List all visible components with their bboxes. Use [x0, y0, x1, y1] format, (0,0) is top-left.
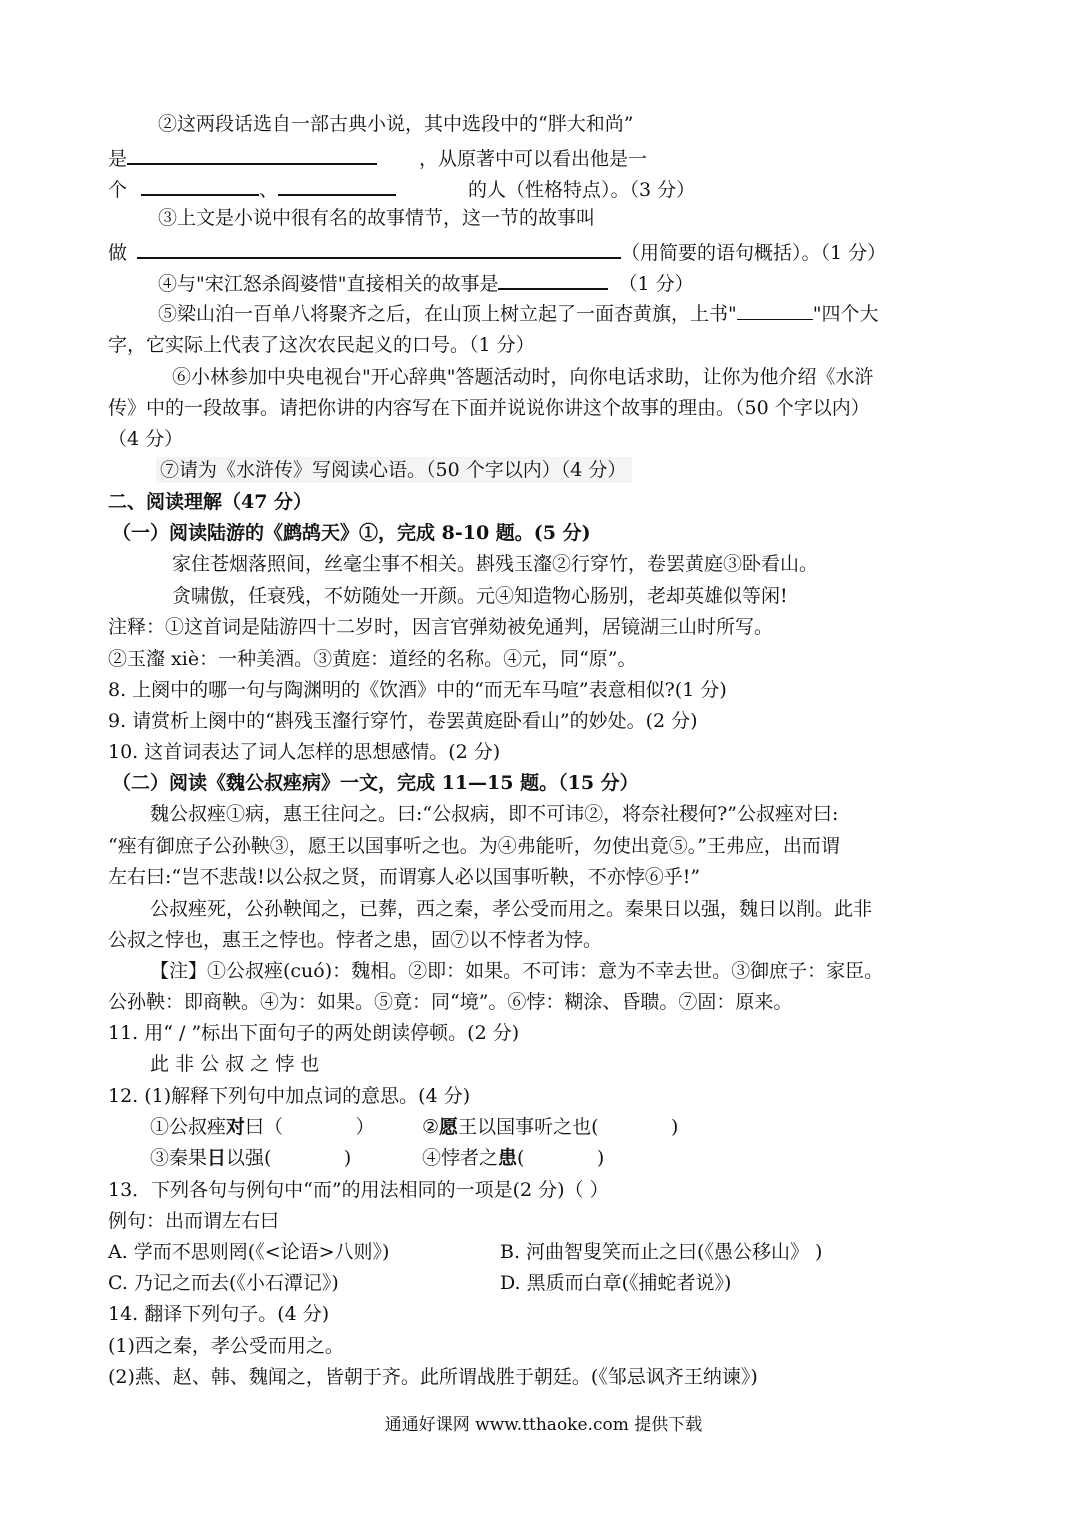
q12-item-4-dot-word: 患	[498, 1147, 518, 1169]
q3-line2	[108, 239, 886, 265]
q2-line3-mid: 、	[259, 179, 279, 201]
q14-sentence-2: (2)燕、赵、韩、魏闻之，皆朝于齐。此所谓战胜于朝廷。(《邹忌讽齐王纳谏》)	[108, 1366, 758, 1388]
q12-item-4	[422, 1147, 604, 1169]
q7-line	[156, 458, 632, 482]
q2-line2-pre: 是	[108, 148, 128, 170]
q13-option-d[interactable]: D. 黑质而白章(《捕蛇者说》)	[500, 1272, 732, 1294]
q3-line1: ③上文是小说中很有名的故事情节，这一节的故事叫	[158, 207, 596, 229]
q6-line2: 传》中的一段故事。请把你讲的内容写在下面并说说你讲这个故事的理由。（50 个字以内）	[108, 397, 870, 419]
q11-sentence: 此 非 公 叔 之 悖 也	[150, 1053, 320, 1075]
question-11: 11. 用“ / ”标出下面句子的两处朗读停顿。(2 分)	[108, 1022, 520, 1044]
q13-options-row-2	[108, 1271, 731, 1295]
poem-note-2: ②玉瀣 xiè：一种美酒。③黄庭：道经的名称。④元，同“原”。	[108, 648, 637, 670]
q7-text: ⑦请为《水浒传》写阅读心语。（50 个字以内）（4 分）	[156, 457, 632, 483]
q13-option-a[interactable]: A. 学而不思则罔(《<论语>八则》)	[108, 1241, 390, 1263]
q12-item-2-dot-word: 愿	[439, 1116, 459, 1138]
q12-item-4-paren[interactable]: ( )	[517, 1147, 605, 1169]
q12-item-1-paren[interactable]: （ ）	[264, 1116, 375, 1138]
q13-example: 例句：出而谓左右曰	[108, 1210, 280, 1232]
q12-item-3-paren[interactable]: ( )	[264, 1147, 352, 1169]
q12-item-2-pre: ②	[422, 1116, 440, 1138]
q4-post: （1 分）	[618, 273, 694, 295]
question-10: 10. 这首词表达了词人怎样的思想感情。(2 分)	[108, 741, 501, 763]
question-13: 13．下列各句与例句中“而”的用法相同的一项是(2 分)（ ）	[108, 1179, 609, 1201]
q6-line1: ⑥小林参加中央电视台"开心辞典"答题活动时，向你电话求助，让你为他介绍《水浒	[172, 366, 874, 388]
q12-row-2	[150, 1146, 604, 1170]
text-p1-line3: 左右曰:“岂不悲哉!以公叔之贤，而谓寡人必以国事听鞅，不亦悖⑥乎!”	[108, 866, 701, 888]
q13-options-row-1	[108, 1240, 822, 1264]
q2-line3-pre: 个	[108, 179, 128, 201]
answer-blank-3[interactable]	[278, 176, 396, 196]
sub2-heading: （二）阅读《魏公叔痤病》一文，完成 11—15 题。（15 分）	[112, 772, 639, 794]
q2-line1: ②这两段话选自一部古典小说，其中选段中的“胖大和尚”	[158, 113, 634, 135]
answer-blank-4[interactable]	[137, 239, 621, 259]
q3-line2-post: （用简要的语句概括）。（1 分）	[621, 242, 887, 264]
q14-sentence-1: (1)西之秦，孝公受而用之。	[108, 1335, 344, 1357]
page-footer: 通通好课网 www.tthaoke.com 提供下载	[384, 1415, 703, 1435]
poem-line-2: 贪啸傲，任衰残，不妨随处一开颜。元④知造物心肠别，老却英雄似等闲!	[172, 585, 788, 607]
text-p1-line2: “痤有御庶子公孙鞅③，愿王以国事听之也。为④弗能听，勿使出竟⑤。”王弗应，出而谓	[108, 835, 840, 857]
section2-heading: 二、阅读理解（47 分）	[108, 491, 313, 513]
q12-item-2-post: 王以国事听之也	[458, 1116, 592, 1138]
question-14: 14. 翻译下列句子。(4 分)	[108, 1303, 330, 1325]
q2-line3-post: 的人（性格特点）。（3 分）	[468, 179, 696, 201]
q5-line1	[158, 302, 879, 326]
poem-line-1: 家住苍烟落照间，丝毫尘事不相关。斟残玉瀣②行穿竹，卷罢黄庭③卧看山。	[172, 553, 819, 575]
q12-item-2	[422, 1116, 678, 1138]
q13-option-b[interactable]: B. 河曲智叟笑而止之曰(《愚公移山》 )	[500, 1241, 823, 1263]
q5-line2: 字，它实际上代表了这次农民起义的口号。（1 分）	[108, 334, 535, 356]
poem-note-1: 注释：①这首词是陆游四十二岁时，因言官弹劾被免通判，居镜湖三山时所写。	[108, 616, 774, 638]
text-p2-line1: 公叔痤死，公孙鞅闻之，已葬，西之秦，孝公受而用之。秦果日以强，魏日以削。此非	[150, 898, 873, 920]
q12-item-1-pre: ①公叔痤	[150, 1116, 227, 1138]
q13-option-c[interactable]: C. 乃记之而去(《小石潭记》)	[108, 1272, 339, 1294]
q12-item-2-paren[interactable]: ( )	[591, 1116, 679, 1138]
q12-item-3-post: 以强	[226, 1147, 265, 1169]
q12-item-1-dot-word: 对	[226, 1116, 246, 1138]
q4-line	[158, 270, 694, 296]
text-note-line2: 公孙鞅：即商鞅。④为：如果。⑤竟：同“境”。⑥悖：糊涂、昏聩。⑦固：原来。	[108, 991, 793, 1013]
q3-line2-pre: 做	[108, 242, 128, 264]
answer-blank-1[interactable]	[127, 145, 377, 165]
answer-blank-2[interactable]	[141, 176, 259, 196]
q5-pre: ⑤梁山泊一百单八将聚齐之后，在山顶上树立起了一面杏黄旗，上书"	[158, 303, 737, 325]
text-p2-line2: 公叔之悖也，惠王之悖也。悖者之患，固⑦以不悖者为悖。	[108, 929, 603, 951]
q12-item-3-dot-word: 日	[207, 1147, 227, 1169]
q12-item-4-pre: ④悖者之	[422, 1147, 499, 1169]
question-9: 9. 请赏析上阕中的“斟残玉瀣行穿竹，卷罢黄庭卧看山”的妙处。(2 分)	[108, 710, 698, 732]
answer-blank-6[interactable]	[737, 303, 813, 320]
text-note-line1: 【注】①公叔痤(cuó)：魏相。②即：如果。不可讳：意为不幸去世。③御庶子：家臣。	[150, 960, 884, 982]
q12-row-1	[150, 1115, 678, 1139]
sub1-heading: （一）阅读陆游的《鹧鸪天》①，完成 8-10 题。(5 分)	[112, 522, 591, 544]
q2-line2	[108, 145, 647, 171]
question-12: 12. (1)解释下列句中加点词的意思。(4 分)	[108, 1085, 471, 1107]
q12-item-1	[150, 1115, 422, 1139]
q12-item-1-post: 曰	[245, 1116, 265, 1138]
answer-blank-5[interactable]	[498, 270, 608, 290]
q5-post: "四个大	[812, 303, 879, 325]
text-p1-line1: 魏公叔痤①病，惠王往问之。曰:“公叔病，即不可讳②，将奈社稷何?”公叔痤对曰:	[150, 803, 839, 825]
q12-item-3-pre: ③秦果	[150, 1147, 208, 1169]
q2-line2-post: ，从原著中可以看出他是一	[419, 148, 648, 170]
q12-item-3	[150, 1146, 422, 1170]
q6-line3: （4 分）	[108, 428, 184, 450]
question-8: 8. 上阕中的哪一句与陶渊明的《饮酒》中的“而无车马喧”表意相似?(1 分)	[108, 679, 727, 701]
q4-pre: ④与"宋江怒杀阎婆惜"直接相关的故事是	[158, 273, 499, 295]
q2-line3	[108, 176, 695, 202]
